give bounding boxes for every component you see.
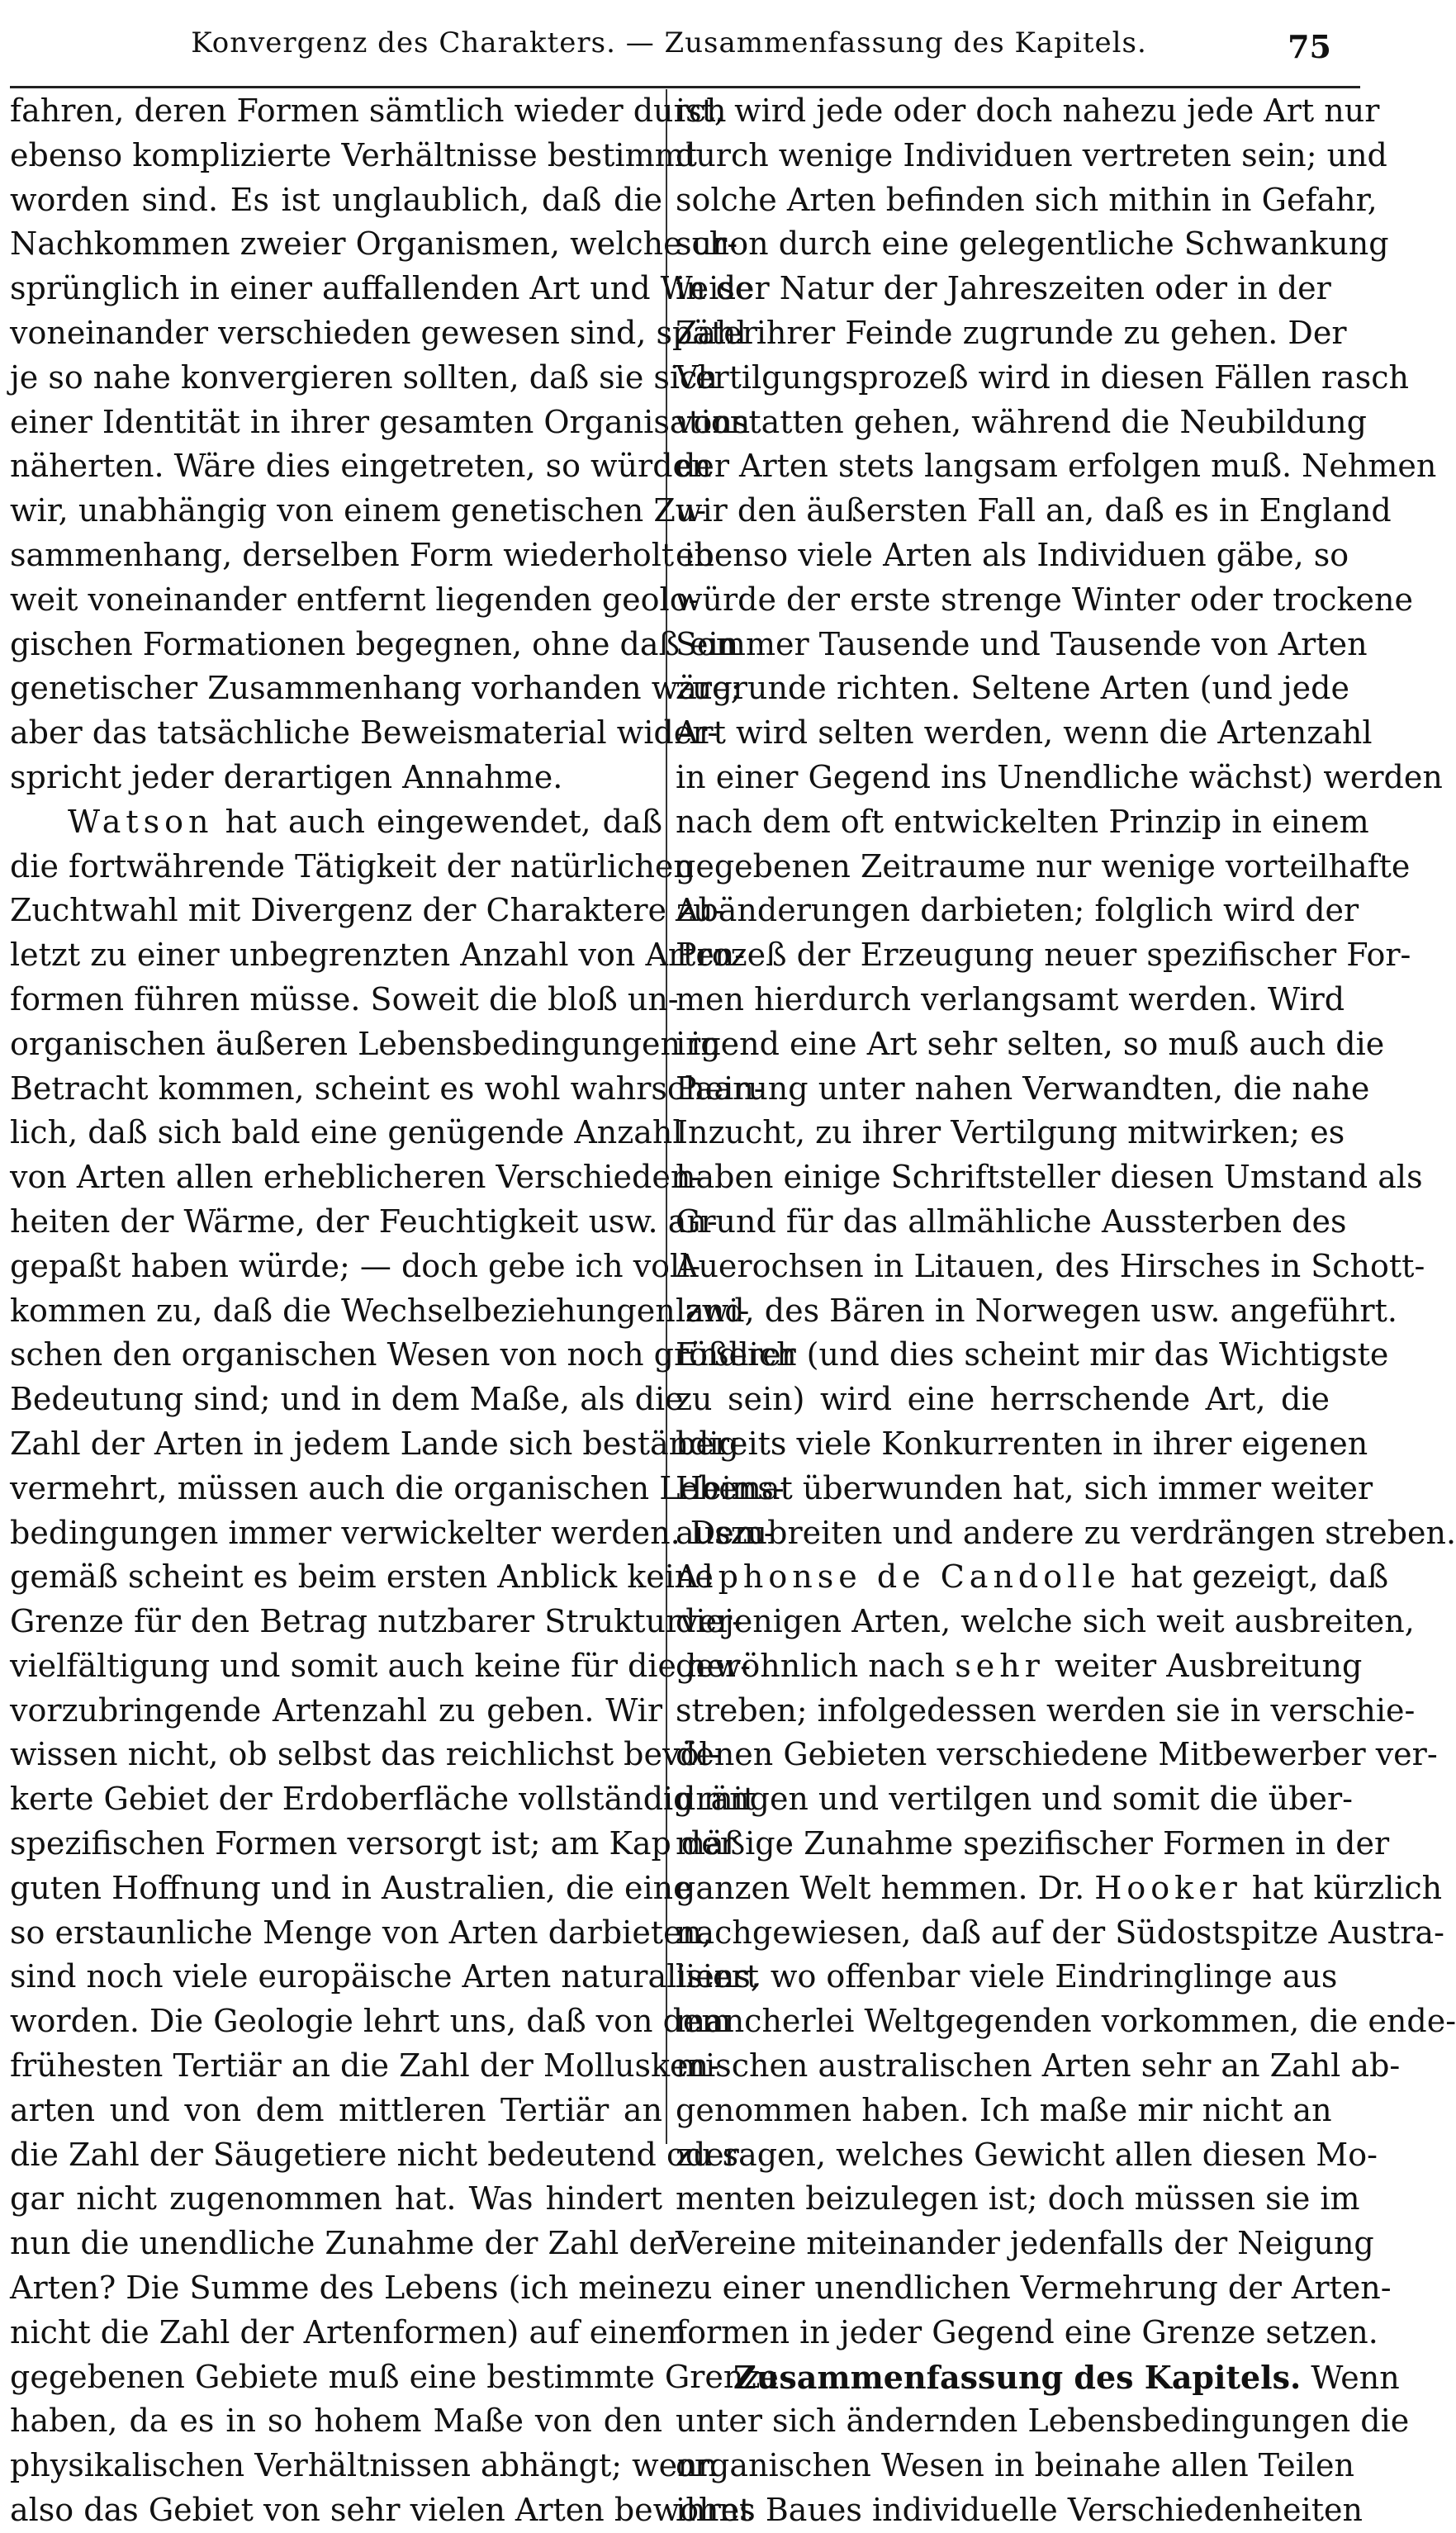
text-fragment: weiter Ausbreitung	[1055, 1647, 1363, 1684]
text-line: kommen zu, daß die Wechselbeziehungen zwi-	[10, 1292, 750, 1329]
text-fragment: gewöhnlich nach	[676, 1647, 946, 1684]
text-line: zu sein) wird eine herrschende Art, die	[676, 1381, 1330, 1418]
text-line: nach dem oft entwickelten Prinzip in einem	[676, 803, 1369, 840]
text-line: in der Natur der Jahreszeiten oder in der	[676, 270, 1331, 307]
text-line: drängen und vertilgen und somit die über-	[676, 1781, 1354, 1818]
text-line: physikalischen Verhältnissen abhängt; wenn	[10, 2447, 719, 2484]
running-title: Konvergenz des Charakters. — Zusammenfassung des Kapitels.	[191, 26, 1147, 59]
text-line: würde der erste strenge Winter oder trockene	[676, 581, 1413, 618]
text-line: näherten. Wäre dies eingetreten, so würden	[10, 448, 712, 485]
text-line: schon durch eine gelegentliche Schwankung	[676, 225, 1389, 263]
text-line: letzt zu einer unbegrenzten Anzahl von Arten-	[10, 937, 746, 974]
text-line: gemäß scheint es beim ersten Anblick keine	[10, 1558, 714, 1596]
text-line: spricht jeder derartigen Annahme.	[10, 758, 563, 795]
text-line: schen den organischen Wesen von noch größerer	[10, 1336, 796, 1373]
text-line: vonstatten gehen, während die Neubildung	[676, 403, 1367, 440]
text-line: mäßige Zunahme spezifischer Formen in der	[676, 1825, 1390, 1862]
author-name-watson: Watson	[68, 803, 214, 840]
text-line: zu einer unendlichen Vermehrung der Arten-	[676, 2270, 1392, 2307]
text-line: in einer Gegend ins Unendliche wächst) werden	[676, 758, 1443, 795]
text-line: Heimat überwunden hat, sich immer weiter	[676, 1469, 1373, 1506]
text-line: ebenso viele Arten als Individuen gäbe, so	[676, 536, 1349, 573]
emphasis-sehr: sehr	[955, 1647, 1045, 1684]
text-line: gischen Formationen begegnen, ohne daß ein	[10, 625, 739, 662]
text-line: zugrunde richten. Seltene Arten (und jede	[676, 670, 1349, 707]
text-line: so erstaunliche Menge von Arten darbieten,	[10, 1914, 713, 1951]
text-line: sammenhang, derselben Form wiederholt in	[10, 536, 714, 573]
text-line: Vereine miteinander jedenfalls der Neigung	[676, 2225, 1374, 2262]
text-line: nachgewiesen, daß auf der Südostspitze Austra-	[676, 1914, 1444, 1951]
text-line: ebenso komplizierte Verhältnisse bestimmt	[10, 136, 697, 173]
section-heading: Zusammenfassung des Kapitels.	[733, 2358, 1302, 2396]
text-line: bedingungen immer verwickelter werden. Dem-	[10, 1514, 775, 1551]
text-line: aber das tatsächliche Beweismaterial wider-	[10, 714, 719, 752]
text-line: weit voneinander entfernt liegenden geolo-	[10, 581, 700, 618]
text-line-section-start	[676, 2355, 1400, 2400]
text-line: Paarung unter nahen Verwandten, die nahe	[676, 1070, 1370, 1107]
text-line: fahren, deren Formen sämtlich wieder durch	[10, 92, 727, 129]
text-line: nun die unendliche Zunahme der Zahl der	[10, 2225, 683, 2262]
text-line: worden. Die Geologie lehrt uns, daß von dem	[10, 2003, 732, 2040]
text-line: unter sich ändernden Lebensbedingungen die	[676, 2403, 1410, 2440]
text-line: sprünglich in einer auffallenden Art und Weise	[10, 270, 754, 307]
text-line: Arten? Die Summe des Lebens (ich meine	[10, 2270, 676, 2307]
text-line: genommen haben. Ich maße mir nicht an	[676, 2091, 1332, 2128]
text-line: Nachkommen zweier Organismen, welche ur-	[10, 225, 738, 263]
text-line: Betracht kommen, scheint es wohl wahrschein-	[10, 1070, 765, 1107]
text-line: worden sind. Es ist unglaublich, daß die	[10, 181, 662, 218]
running-header	[0, 17, 1377, 74]
text-line: liens, wo offenbar viele Eindringlinge aus	[676, 1958, 1338, 1995]
text-line: Zahl ihrer Feinde zugrunde zu gehen. Der	[676, 314, 1347, 351]
text-line: gepaßt haben würde; — doch gebe ich voll-	[10, 1247, 701, 1284]
text-line: Art wird selten werden, wenn die Artenzahl	[676, 714, 1373, 752]
text-line: land, des Bären in Norwegen usw. angeführt.	[676, 1292, 1397, 1329]
right-column	[676, 89, 1456, 2533]
text-line: lich, daß sich bald eine genügende Anzahl	[10, 1114, 683, 1151]
text-line: gegebenen Gebiete muß eine bestimmte Grenze	[10, 2358, 779, 2395]
text-line: diejenigen Arten, welche sich weit ausbreiten,	[676, 1603, 1415, 1640]
text-line: heiten der Wärme, der Feuchtigkeit usw. an-	[10, 1202, 718, 1240]
text-line: irgend eine Art sehr selten, so muß auch die	[676, 1025, 1385, 1062]
text-line: kerte Gebiet der Erdoberfläche vollständig mit	[10, 1781, 756, 1818]
text-line: voneinander verschieden gewesen sind, später	[10, 314, 757, 351]
text-line: einer Identität in ihrer gesamten Organisation	[10, 403, 751, 440]
text-line: Inzucht, zu ihrer Vertilgung mitwirken; es	[676, 1114, 1345, 1151]
text-line: Endlich (und dies scheint mir das Wichtigste	[676, 1336, 1389, 1373]
text-line: Sommer Tausende und Tausende von Arten	[676, 625, 1368, 662]
text-line: menten beizulegen ist; doch müssen sie im	[676, 2180, 1360, 2218]
left-column	[10, 89, 796, 2533]
text-line: ihres Baues individuelle Verschiedenheiten	[676, 2492, 1364, 2529]
text-line: solche Arten befinden sich mithin in Gefahr,	[676, 181, 1378, 218]
text-fragment: ganzen Welt hemmen. Dr.	[676, 1869, 1085, 1906]
text-line: wir, unabhängig von einem genetischen Zu-	[10, 492, 707, 529]
author-name-hooker: Hooker	[1094, 1869, 1242, 1906]
text-fragment: Wenn	[1311, 2359, 1400, 2396]
text-line: ist, wird jede oder doch nahezu jede Art nur	[676, 92, 1380, 129]
text-line: formen in jeder Gegend eine Grenze setzen.	[676, 2313, 1378, 2350]
text-line: Prozeß der Erzeugung neuer spezifischer For-	[676, 937, 1411, 974]
text-line: guten Hoffnung und in Australien, die eine	[10, 1869, 692, 1906]
text-line: Auerochsen in Litauen, des Hirsches in Schott-	[676, 1247, 1425, 1284]
text-line-candolle	[676, 1555, 1389, 1600]
text-line: denen Gebieten verschiedene Mitbewerber ver-	[676, 1736, 1438, 1773]
text-line: gar nicht zugenommen hat. Was hindert	[10, 2180, 662, 2218]
text-line: frühesten Tertiär an die Zahl der Mollusken-	[10, 2047, 719, 2085]
text-line: organischen äußeren Lebensbedingungen in	[10, 1025, 721, 1062]
text-line: Bedeutung sind; und in dem Maße, als die	[10, 1381, 684, 1418]
text-line: bereits viele Konkurrenten in ihrer eigenen	[676, 1425, 1368, 1462]
text-line: genetischer Zusammenhang vorhanden wäre;	[10, 670, 742, 707]
text-line: organischen Wesen in beinahe allen Teilen	[676, 2447, 1354, 2484]
header-rule	[10, 86, 1360, 88]
text-line: zu sagen, welches Gewicht allen diesen Mo-	[676, 2136, 1378, 2173]
text-line: gegebenen Zeitraume nur wenige vorteilhafte	[676, 847, 1411, 885]
page-number: 75	[1288, 28, 1331, 65]
text-line: durch wenige Individuen vertreten sein; und	[676, 136, 1387, 173]
text-line: von Arten allen erheblicheren Verschieden-	[10, 1159, 702, 1196]
text-line: Zuchtwahl mit Divergenz der Charaktere zu-	[10, 892, 724, 929]
text-line: vielfältigung und somit auch keine für die her-	[10, 1647, 751, 1684]
text-line: formen führen müsse. Soweit die bloß un-	[10, 980, 679, 1017]
text-line-sehr	[676, 1644, 1363, 1689]
text-line: sind noch viele europäische Arten naturalisiert	[10, 1958, 760, 1995]
text-line: nicht die Zahl der Artenformen) auf einem	[10, 2313, 687, 2350]
text-line: men hierdurch verlangsamt werden. Wird	[676, 980, 1345, 1017]
text-line: der Arten stets langsam erfolgen muß. Nehmen	[676, 448, 1437, 485]
text-line: vorzubringende Artenzahl zu geben. Wir	[10, 1691, 662, 1729]
text-line: die fortwährende Tätigkeit der natürlichen	[10, 847, 694, 885]
text-fragment: hat gezeigt, daß	[1131, 1558, 1389, 1596]
text-fragment: hat kürzlich	[1251, 1869, 1443, 1906]
text-line: haben einige Schriftsteller diesen Umstand als	[676, 1159, 1423, 1196]
text-line: mischen australischen Arten sehr an Zahl ab-	[676, 2047, 1401, 2085]
text-line: mancherlei Weltgegenden vorkommen, die ende-	[676, 2003, 1456, 2040]
text-line: die Zahl der Säugetiere nicht bedeutend oder	[10, 2136, 739, 2173]
text-line: wir den äußersten Fall an, daß es in England	[676, 492, 1392, 529]
text-line: also das Gebiet von sehr vielen Arten bewohnt	[10, 2492, 752, 2529]
text-line: Abänderungen darbieten; folglich wird der	[676, 892, 1359, 929]
text-line: Grund für das allmähliche Aussterben des	[676, 1202, 1347, 1240]
author-name-candolle: Alphonse de Candolle	[676, 1558, 1121, 1596]
text-line: spezifischen Formen versorgt ist; am Kap der	[10, 1825, 735, 1862]
text-line: Vertilgungsprozeß wird in diesen Fällen rasch	[676, 358, 1409, 396]
text-fragment: hat auch eingewendet, daß	[225, 803, 662, 840]
text-line-hooker	[676, 1867, 1443, 1911]
text-line-watson	[10, 800, 662, 845]
text-line: arten und von dem mittleren Tertiär an	[10, 2091, 662, 2128]
text-line: streben; infolgedessen werden sie in verschie-	[676, 1691, 1416, 1729]
text-line: wissen nicht, ob selbst das reichlichst bevöl-	[10, 1736, 720, 1773]
text-line: auszubreiten und andere zu verdrängen streben.	[676, 1514, 1456, 1551]
text-line: vermehrt, müssen auch die organischen Lebens-	[10, 1469, 785, 1506]
text-line: Zahl der Arten in jedem Lande sich beständig	[10, 1425, 739, 1462]
text-line: je so nahe konvergieren sollten, daß sie sich	[10, 358, 718, 396]
text-line: haben, da es in so hohem Maße von den	[10, 2403, 662, 2440]
text-line: Grenze für den Betrag nutzbarer Strukturver-	[10, 1603, 743, 1640]
